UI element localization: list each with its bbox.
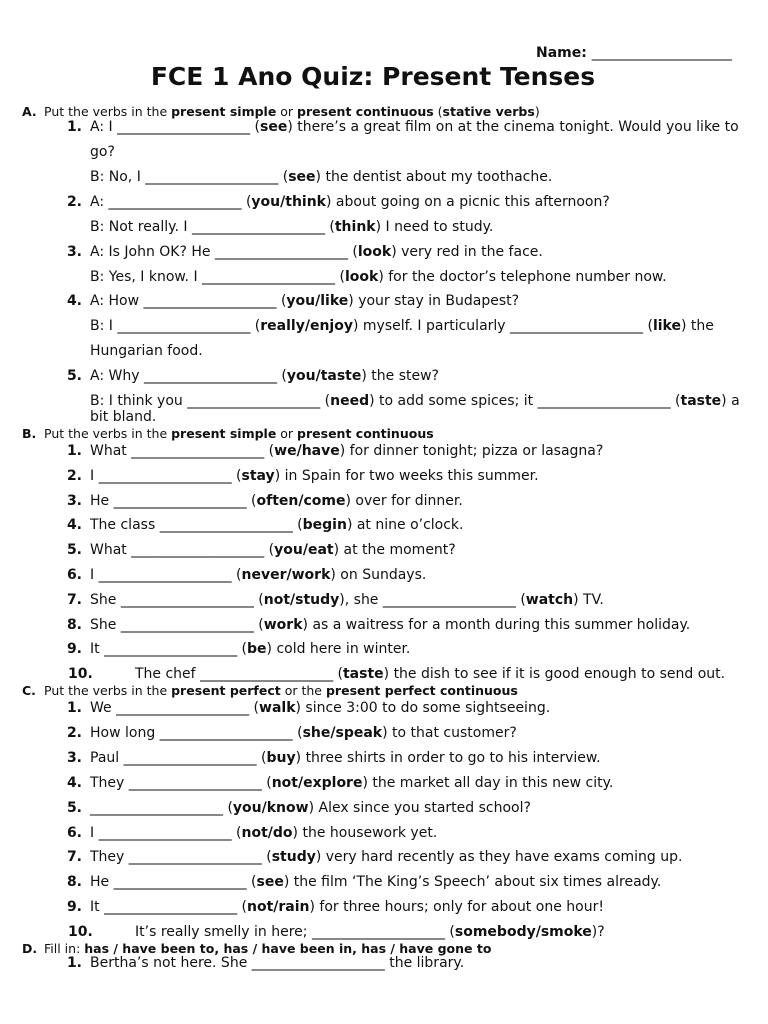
question-number: 10. — [68, 666, 93, 682]
answer-blank[interactable]: ___________________ — [113, 493, 247, 509]
question-number: 1. — [66, 955, 82, 971]
answer-blank[interactable]: ___________________ — [191, 219, 325, 235]
name-label: Name: — [536, 45, 587, 61]
question-number: 9. — [66, 899, 82, 915]
answer-blank[interactable]: ___________________ — [113, 874, 247, 890]
page-title: FCE 1 Ano Quiz: Present Tenses — [150, 62, 596, 91]
section-d-heading: D. Fill in: has / have been to, has / have been in, has / have gone to — [22, 941, 492, 956]
question-number: 4. — [66, 517, 82, 533]
question-a2-b: B: Not really. I ___________________ (think) I need to study. — [90, 219, 494, 235]
answer-blank[interactable]: ___________________ — [123, 750, 257, 766]
question-number: 2. — [66, 725, 82, 741]
question-number: 3. — [66, 493, 82, 509]
answer-blank[interactable]: ___________________ — [187, 393, 321, 409]
question-number: 4. — [66, 293, 82, 309]
question-number: 6. — [66, 567, 82, 583]
question-number: 8. — [66, 874, 82, 890]
question-number: 8. — [66, 617, 82, 633]
answer-blank[interactable]: ___________________ — [104, 641, 238, 657]
question-number: 2. — [66, 468, 82, 484]
answer-blank[interactable]: ___________________ — [510, 318, 644, 334]
question-a1-continued: go? — [90, 144, 115, 160]
question-number: 5. — [66, 800, 82, 816]
question-number: 1. — [66, 700, 82, 716]
answer-blank[interactable]: ___________________ — [120, 617, 254, 633]
answer-blank[interactable]: ___________________ — [90, 800, 223, 816]
question-number: 1. — [66, 119, 82, 135]
answer-blank[interactable]: ___________________ — [120, 592, 254, 608]
answer-blank[interactable]: ___________________ — [104, 899, 238, 915]
section-letter: D. — [22, 941, 38, 956]
answer-blank[interactable]: ___________________ — [382, 592, 516, 608]
answer-blank[interactable]: ___________________ — [131, 542, 265, 558]
question-number: 7. — [66, 592, 82, 608]
answer-blank[interactable]: ___________________ — [117, 318, 251, 334]
question-a4-b: B: I ___________________ (really/enjoy) myself. I particularly ___________________ (like) the — [90, 318, 714, 334]
question-a3-b: B: Yes, I know. I ___________________ (look) for the doctor’s telephone number now. — [90, 269, 667, 285]
question-number: 4. — [66, 775, 82, 791]
question-number: 9. — [66, 641, 82, 657]
answer-blank[interactable]: ___________________ — [145, 169, 279, 185]
question-number: 3. — [66, 750, 82, 766]
answer-blank[interactable]: ___________________ — [143, 368, 277, 384]
answer-blank[interactable]: ___________________ — [98, 567, 232, 583]
answer-blank[interactable]: ___________________ — [311, 924, 445, 940]
name-field — [536, 45, 732, 61]
answer-blank[interactable]: ___________________ — [159, 517, 293, 533]
question-a5-b: B: I think you ___________________ (need) to add some spices; it ___________________ (taste) a — [90, 393, 740, 409]
section-letter: C. — [22, 683, 36, 698]
question-number: 5. — [66, 368, 82, 384]
answer-blank[interactable]: ___________________ — [108, 194, 242, 210]
answer-blank[interactable]: ___________________ — [128, 849, 262, 865]
question-number: 7. — [66, 849, 82, 865]
question-number: 6. — [66, 825, 82, 841]
answer-blank[interactable]: ___________________ — [116, 700, 250, 716]
answer-blank[interactable]: ___________________ — [98, 825, 232, 841]
answer-blank[interactable]: ___________________ — [131, 443, 265, 459]
answer-blank[interactable]: ___________________ — [537, 393, 671, 409]
answer-blank[interactable]: ___________________ — [117, 119, 251, 135]
answer-blank[interactable]: ___________________ — [214, 244, 348, 260]
answer-blank[interactable]: ___________________ — [98, 468, 232, 484]
section-c-heading: C. Put the verbs in the present perfect or the present perfect continuous — [22, 683, 518, 698]
name-blank[interactable]: ____________________ — [591, 45, 732, 61]
answer-blank[interactable]: ___________________ — [200, 666, 334, 682]
question-number: 2. — [66, 194, 82, 210]
question-a4-continued: Hungarian food. — [90, 343, 203, 359]
question-number: 1. — [66, 443, 82, 459]
answer-blank[interactable]: ___________________ — [159, 725, 293, 741]
section-letter: B. — [22, 426, 37, 441]
answer-blank[interactable]: ___________________ — [128, 775, 262, 791]
answer-blank[interactable]: ___________________ — [202, 269, 336, 285]
section-a-heading: A. Put the verbs in the present simple or present continuous (stative verbs) — [22, 104, 540, 119]
answer-blank[interactable]: ___________________ — [251, 955, 385, 971]
question-number: 3. — [66, 244, 82, 260]
question-number: 10. — [68, 924, 93, 940]
section-letter: A. — [22, 104, 37, 119]
answer-blank[interactable]: ___________________ — [143, 293, 277, 309]
question-a5-continued: bit bland. — [90, 409, 157, 425]
section-b-heading: B. Put the verbs in the present simple or present continuous — [22, 426, 434, 441]
question-number: 5. — [66, 542, 82, 558]
question-a1-b: B: No, I ___________________ (see) the dentist about my toothache. — [90, 169, 553, 185]
